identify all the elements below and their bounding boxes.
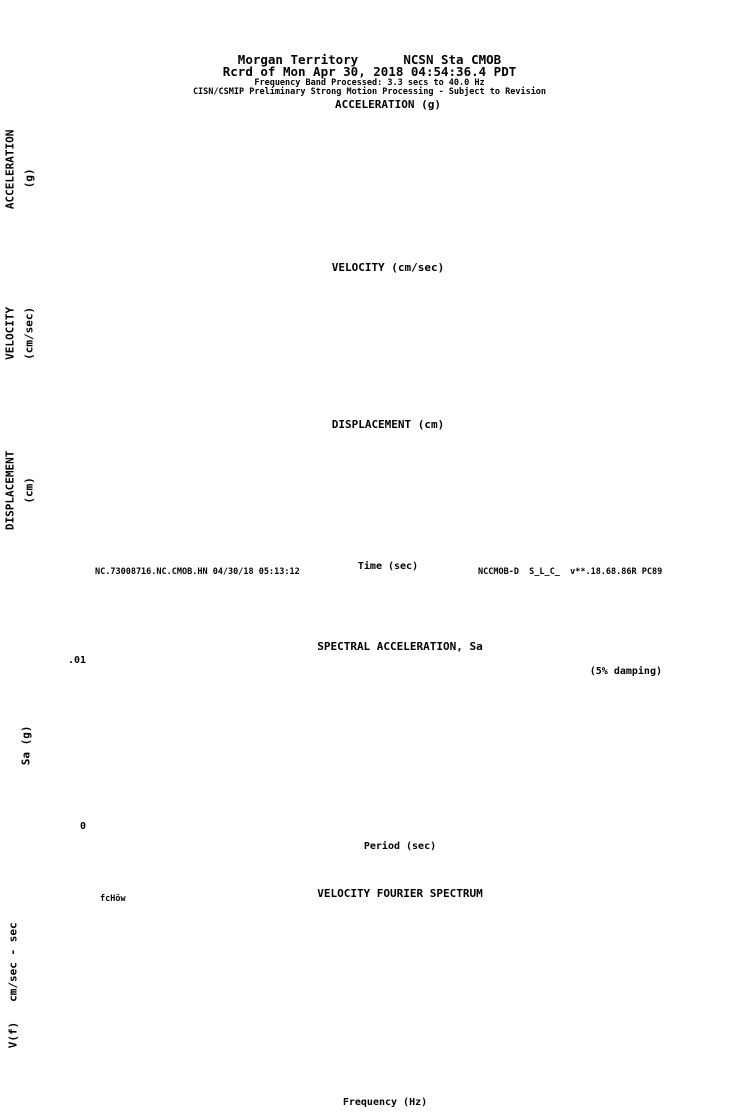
velocity-plot-title: VELOCITY (cm/sec) (331, 261, 445, 274)
sa-xlabel: Period (sec) (363, 841, 437, 852)
frequency-band-note: Frequency Band Processed: 3.3 secs to 40.0 Hz (254, 78, 485, 88)
displacement-axis-unit: (cm) (22, 477, 36, 504)
acceleration-axis-label: ACCELERATION (3, 129, 17, 210)
acceleration-axis-unit: (g) (22, 168, 36, 189)
fourier-xlabel: Frequency (Hz) (342, 1097, 428, 1108)
record-timestamp: Rcrd of Mon Apr 30, 2018 04:54:36.4 PDT (222, 64, 517, 79)
fourier-ylabel: V(f) cm/sec - sec (6, 922, 20, 1049)
acceleration-plot-title: ACCELERATION (g) (335, 98, 441, 111)
processing-note: CISN/CSMIP Preliminary Strong Motion Processing - Subject to Revision (192, 87, 547, 97)
sa-ytick-top: .01 (67, 655, 86, 666)
velocity-axis-unit: (cm/sec) (22, 306, 36, 360)
sa-ytick-zero: 0 (79, 821, 86, 832)
damping-note: (5% damping) (589, 666, 662, 677)
displacement-plot-title: DISPLACEMENT (cm) (331, 418, 445, 431)
record-id-footer: NC.73008716.NC.CMOB.HN 04/30/18 05:13:12 (95, 567, 300, 577)
processing-id-footer: NCCMOB-D S_L_C_ v**.18.68.86R PC89 (478, 567, 663, 577)
sa-chart-title: SPECTRAL ACCELERATION, Sa (317, 640, 483, 653)
fourier-chart-title: VELOCITY FOURIER SPECTRUM (317, 887, 483, 900)
velocity-axis-label: VELOCITY (3, 306, 17, 360)
fourier-corner-label: fcHöw (100, 894, 126, 904)
time-axis-label: Time (sec) (357, 561, 419, 572)
sa-ylabel: Sa (g) (19, 725, 33, 766)
displacement-axis-label: DISPLACEMENT (3, 450, 17, 531)
station-title: Morgan Territory NCSN Sta CMOB (237, 52, 502, 67)
